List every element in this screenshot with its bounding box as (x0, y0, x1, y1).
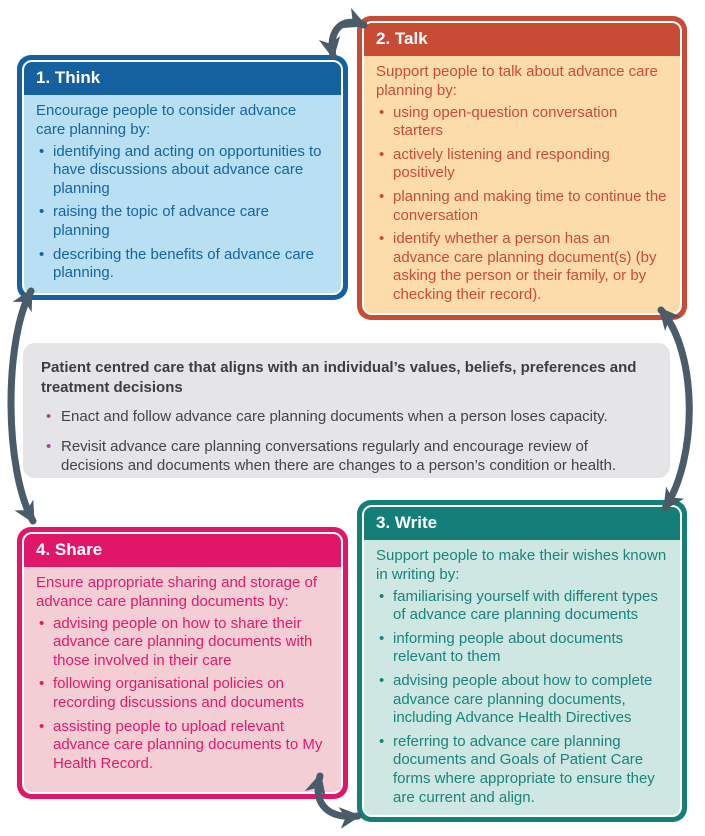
write-bullet-4: • referring to advance care planning documents and Goals of Patient Care forms where appropriate to ensure they are current and align. (376, 733, 668, 807)
share-bullet-3: • assisting people to upload relevant advance care planning documents to My Health Record. (36, 718, 329, 774)
talk-box-body (364, 56, 680, 315)
share-box-body (24, 567, 341, 792)
write-bullet-1: • familiarising yourself with different types of advance care planning documents (376, 588, 668, 625)
share-bullet-1: • advising people on how to share their advance care planning documents with those involved in their care (36, 615, 329, 671)
think-box-title: 1. Think (24, 62, 341, 95)
share-box-inner (22, 532, 343, 794)
write-box-inner (362, 505, 682, 817)
patient-centred-care-title: Patient centred care that aligns with an individual’s values, beliefs, preferences and treatment decisions (41, 359, 637, 396)
write-intro: Support people to make their wishes known in writing by: (376, 547, 667, 583)
talk-box-title: 2. Talk (364, 23, 680, 56)
share-intro: Ensure appropriate sharing and storage of advance care planning documents by: (36, 574, 318, 610)
talk-box-inner (362, 21, 682, 315)
talk-box (357, 16, 687, 320)
share-bullet-list (36, 615, 329, 774)
talk-bullet-1: • using open-question conversation starters (376, 104, 668, 141)
share-bullet-2: • following organisational policies on recording discussions and documents (36, 675, 329, 712)
talk-intro: Support people to talk about advance care planning by: (376, 63, 658, 99)
write-bullet-list (376, 588, 668, 808)
patient-centred-care-band (23, 343, 670, 478)
think-bullet-1: • identifying and acting on opportunities to have discussions about advance care planning (36, 143, 329, 199)
think-bullet-2: • raising the topic of advance care planning (36, 203, 329, 240)
write-box-body (364, 540, 680, 817)
patient-centred-care-bullet-1: • Enact and follow advance care planning documents when a person loses capacity. (41, 408, 652, 427)
think-intro: Encourage people to consider advance care planning by: (36, 102, 297, 138)
think-box-body (24, 95, 341, 295)
talk-bullet-4: • identify whether a person has an advance care planning document(s) (by asking the person or their family, or by checking their record). (376, 230, 668, 304)
think-box (17, 55, 348, 300)
write-bullet-2: • informing people about documents relevant to them (376, 630, 668, 667)
write-bullet-3: • advising people about how to complete advance care planning documents, including Advance Health Directives (376, 672, 668, 728)
talk-bullet-list (376, 104, 668, 305)
think-bullet-3: • describing the benefits of advance care planning. (36, 246, 329, 283)
talk-bullet-3: • planning and making time to continue the conversation (376, 188, 668, 225)
talk-bullet-2: • actively listening and responding positively (376, 146, 668, 183)
patient-centred-care-bullet-list (41, 408, 652, 476)
share-box-title: 4. Share (24, 534, 341, 567)
write-box-title: 3. Write (364, 507, 680, 540)
think-box-inner (22, 60, 343, 295)
write-box (357, 500, 687, 822)
think-bullet-list (36, 143, 329, 283)
patient-centred-care-bullet-2: • Revisit advance care planning conversations regularly and encourage review of decisions and documents when there are changes to a person’s condition or health. (41, 438, 652, 476)
share-box (17, 527, 348, 799)
